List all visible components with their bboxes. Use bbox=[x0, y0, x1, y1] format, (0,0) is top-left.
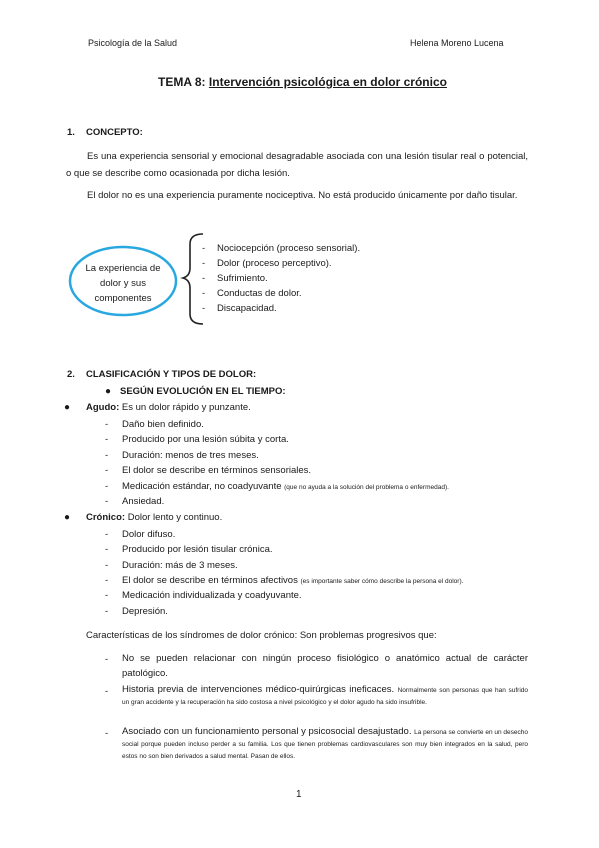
section2-heading: CLASIFICACIÓN Y TIPOS DE DOLOR: bbox=[86, 369, 257, 380]
bullet-icon: ● bbox=[64, 512, 71, 523]
char-item: Asociado con un funcionamiento personal y psicosocial desajustado. bbox=[122, 726, 412, 737]
char-note: La persona se convierte en un desecho social porque pueden incluso perder a su familia. Los que tienen problemas cardiovasculares son muy bien integrados en la salud, pero estos no son bien derivados a salud mental. Pasan de ellos. bbox=[122, 729, 529, 760]
section2-sub: SEGÚN EVOLUCIÓN EN EL TIEMPO: bbox=[120, 386, 286, 397]
char-item-with-note bbox=[122, 684, 528, 708]
agudo-note: (que no ayuda a la solución del problema o enfermedad). bbox=[284, 484, 449, 491]
characteristics-intro: Características de los síndromes de dolor crónico: Son problemas progresivos que: bbox=[86, 630, 437, 641]
agudo-item: Medicación estándar, no coadyuvante bbox=[122, 481, 282, 492]
agudo-dash: - bbox=[105, 450, 109, 461]
cronico-dash: - bbox=[105, 590, 109, 601]
cronico-item: Depresión. bbox=[122, 606, 168, 617]
agudo-item-with-note bbox=[122, 481, 449, 492]
char-item: Historia previa de intervenciones médico-quirúrgicas ineficaces. bbox=[122, 684, 395, 695]
diagram-dash: - bbox=[202, 288, 206, 299]
diagram-item: Conductas de dolor. bbox=[217, 288, 302, 299]
title-main: Intervención psicológica en dolor crónico bbox=[208, 75, 447, 89]
char-dash: - bbox=[105, 654, 109, 665]
char-item-with-note bbox=[122, 726, 528, 762]
cronico-item: El dolor se describe en términos afectivos bbox=[122, 575, 298, 586]
cronico-label: Crónico: bbox=[86, 512, 126, 523]
diagram-item: Discapacidad. bbox=[217, 303, 277, 314]
char-note: Normalmente son personas que han sufrido un gran accidente y la recuperación ha sido costosa a nivel psicológico y el dolor agudo ha sido insufrible. bbox=[122, 687, 528, 706]
agudo-item: Producido por una lesión súbita y corta. bbox=[122, 434, 289, 445]
agudo-text: Es un dolor rápido y punzante. bbox=[121, 402, 251, 413]
section2-number: 2. bbox=[67, 369, 75, 380]
cronico-text: Dolor lento y continuo. bbox=[127, 512, 223, 523]
cronico-item: Producido por lesión tisular crónica. bbox=[122, 544, 273, 555]
diagram-item: Dolor (proceso perceptivo). bbox=[217, 258, 332, 269]
section1-para2: El dolor no es una experiencia puramente nociceptiva. No está producido únicamente por daño tisular. bbox=[87, 190, 518, 201]
cronico-dash: - bbox=[105, 544, 109, 555]
cronico-item: Duración: más de 3 meses. bbox=[122, 560, 238, 571]
cronico-dash: - bbox=[105, 575, 109, 586]
section1-para1: Es una experiencia sensorial y emocional desagradable asociada con una lesión tisular real o potencial, o que se describe como ocasionada por dicha lesión. bbox=[66, 151, 528, 179]
page-number: 1 bbox=[296, 789, 302, 800]
title-prefix: TEMA 8: bbox=[158, 75, 206, 89]
cronico-item: Dolor difuso. bbox=[122, 529, 176, 540]
cronico-item-with-note bbox=[122, 575, 463, 586]
header-left: Psicología de la Salud bbox=[88, 38, 178, 48]
char-dash: - bbox=[105, 686, 109, 697]
agudo-dash: - bbox=[105, 434, 109, 445]
diagram-brace bbox=[183, 234, 206, 324]
agudo-line bbox=[86, 402, 251, 413]
diagram-dash: - bbox=[202, 243, 206, 254]
section1-heading: CONCEPTO: bbox=[86, 127, 143, 138]
diagram-dash: - bbox=[202, 273, 206, 284]
cronico-dash: - bbox=[105, 529, 109, 540]
agudo-dash: - bbox=[105, 481, 109, 492]
char-dash: - bbox=[105, 728, 109, 739]
agudo-item: Daño bien definido. bbox=[122, 419, 204, 430]
char-item: No se pueden relacionar con ningún proceso fisiológico o anatómico actual de carácter patológico. bbox=[122, 653, 528, 679]
bullet-icon: ● bbox=[105, 386, 112, 397]
agudo-dash: - bbox=[105, 465, 109, 476]
cronico-dash: - bbox=[105, 606, 109, 617]
agudo-item: Duración: menos de tres meses. bbox=[122, 450, 259, 461]
section1-number: 1. bbox=[67, 127, 75, 138]
diagram-dash: - bbox=[202, 258, 206, 269]
agudo-item: Ansiedad. bbox=[122, 496, 165, 507]
bullet-icon: ● bbox=[64, 402, 71, 413]
diagram-dash: - bbox=[202, 303, 206, 314]
cronico-note: (es importante saber cómo describe la persona el dolor). bbox=[300, 578, 464, 585]
agudo-dash: - bbox=[105, 496, 109, 507]
cronico-item: Medicación individualizada y coadyuvante. bbox=[122, 590, 302, 601]
agudo-item: El dolor se describe en términos sensoriales. bbox=[122, 465, 312, 476]
header-right: Helena Moreno Lucena bbox=[410, 38, 504, 48]
diagram-oval-text: La experiencia de dolor y sus componentes bbox=[85, 263, 161, 304]
agudo-label: Agudo: bbox=[86, 402, 120, 413]
agudo-dash: - bbox=[105, 419, 109, 430]
cronico-line bbox=[86, 512, 222, 523]
diagram-item: Nociocepción (proceso sensorial). bbox=[217, 243, 361, 254]
diagram-item: Sufrimiento. bbox=[217, 273, 268, 284]
cronico-dash: - bbox=[105, 560, 109, 571]
